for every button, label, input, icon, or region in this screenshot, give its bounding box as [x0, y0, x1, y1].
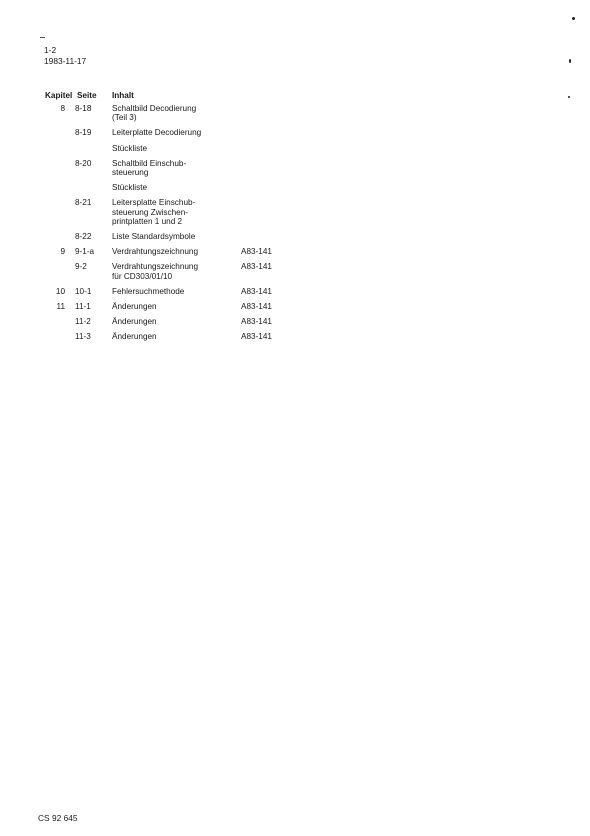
toc-row — [0, 183, 590, 192]
toc-row — [0, 332, 590, 341]
toc-row — [0, 232, 590, 241]
toc-reference: A83-141 — [241, 262, 272, 272]
column-header-kapitel: Kapitel — [45, 91, 73, 100]
toc-seite: 11-2 — [75, 317, 91, 327]
toc-row — [0, 159, 590, 177]
toc-row — [0, 128, 590, 137]
toc-kapitel: 11 — [56, 302, 65, 312]
toc-seite: 11-3 — [75, 332, 91, 342]
column-header-seite: Seite — [77, 91, 97, 100]
toc-seite: 11-1 — [75, 302, 91, 312]
toc-inhalt: Stückliste — [112, 143, 148, 153]
toc-inhalt: Verdrahtungszeichnung für CD303/01/10 — [112, 262, 199, 281]
toc-seite: 8-21 — [75, 198, 92, 208]
toc-inhalt: Liste Standardsymbole — [112, 232, 196, 242]
page-dash-mark — [40, 37, 45, 38]
scan-speck — [569, 59, 571, 63]
toc-row — [0, 247, 590, 256]
toc-row — [0, 144, 590, 153]
toc-row — [0, 198, 590, 226]
page-number: 1-2 — [44, 45, 57, 55]
toc-inhalt: Verdrahtungszeichnung — [112, 247, 199, 257]
toc-reference: A83-141 — [241, 302, 272, 312]
toc-row — [0, 104, 590, 122]
toc-inhalt: Leitersplatte Einschub- steuerung Zwischen- printplatten 1 und 2 — [112, 198, 196, 226]
toc-seite: 8-19 — [75, 128, 92, 138]
toc-kapitel: 8 — [60, 104, 65, 113]
scan-speck — [572, 17, 575, 20]
toc-inhalt: Stückliste — [112, 183, 148, 193]
toc-row — [0, 302, 590, 311]
toc-kapitel: 10 — [55, 286, 65, 296]
scan-speck — [568, 96, 570, 98]
toc-row — [0, 317, 590, 326]
toc-inhalt: Änderungen — [112, 317, 157, 327]
toc-kapitel: 9 — [60, 247, 65, 257]
toc-seite: 8-18 — [75, 104, 92, 113]
toc-seite: 8-22 — [75, 232, 92, 242]
toc-row — [0, 287, 590, 296]
toc-reference: A83-141 — [241, 317, 272, 327]
toc-table — [0, 104, 590, 348]
toc-inhalt: Schaltbild Einschub- steuerung — [112, 158, 187, 178]
toc-seite: 10-1 — [75, 286, 92, 296]
toc-inhalt: Änderungen — [112, 332, 157, 342]
toc-seite: 9-1-a — [75, 247, 95, 257]
toc-inhalt: Leiterplatte Decodierung — [112, 128, 202, 138]
toc-reference: A83-141 — [241, 247, 272, 257]
toc-row — [0, 262, 590, 280]
toc-seite: 9-2 — [75, 262, 87, 272]
column-header-inhalt: Inhalt — [112, 91, 134, 100]
document-number: CS 92 645 — [38, 813, 78, 823]
toc-inhalt: Änderungen — [112, 302, 157, 312]
toc-reference: A83-141 — [241, 286, 272, 296]
toc-inhalt: Schaltbild Decodierung (Teil 3) — [112, 104, 197, 123]
toc-seite: 8-20 — [75, 158, 92, 168]
toc-inhalt: Fehlersuchmethode — [112, 286, 185, 296]
toc-reference: A83-141 — [241, 332, 272, 342]
page-date: 1983-11-17 — [44, 56, 87, 66]
